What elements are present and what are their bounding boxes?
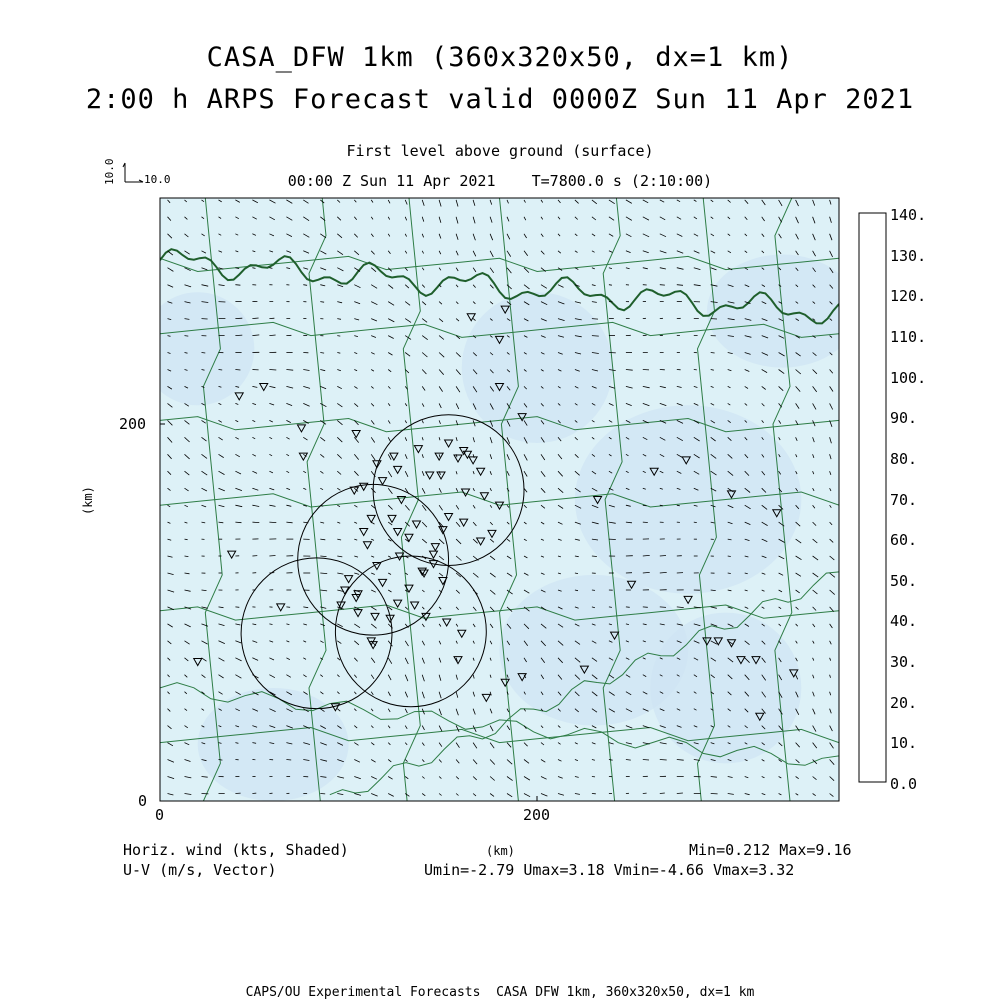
colorbar-label: 90. — [890, 409, 918, 428]
colorbar-label: 30. — [890, 653, 918, 672]
colorbar-label: 100. — [890, 368, 927, 387]
credit-line: CAPS/OU Experimental Forecasts CASA DFW 1km, 360x320x50, dx=1 km — [245, 985, 755, 1000]
vector-key-vertical-label: 10.0 — [103, 158, 116, 185]
y-axis-label: (km) — [81, 486, 95, 515]
colorbar-label: 10. — [890, 734, 918, 753]
colorbar-label: 110. — [890, 327, 927, 346]
x-axis-label: (km) — [486, 844, 515, 858]
colorbar-label: 120. — [890, 287, 927, 306]
colorbar-frame — [859, 213, 886, 782]
uv-stats: Umin=-2.79 Umax=3.18 Vmin=-4.66 Vmax=3.32 — [424, 861, 795, 879]
colorbar-label: 140. — [890, 206, 927, 224]
vector-key-horizontal-label: 10.0 — [144, 173, 171, 186]
colorbar-label: 70. — [890, 490, 918, 509]
y-tick-0: 0 — [138, 792, 148, 810]
colorbar-label: 60. — [890, 531, 918, 550]
colorbar-label: 130. — [890, 246, 927, 265]
shaded-field-label: Horiz. wind (kts, Shaded) — [123, 841, 349, 859]
colorbar-label: 0.0 — [890, 775, 918, 793]
colorbar-label: 80. — [890, 449, 918, 468]
colorbar-label: 20. — [890, 693, 918, 712]
x-tick-0: 0 — [155, 806, 165, 824]
forecast-valid-title: 2:00 h ARPS Forecast valid 0000Z Sun 11 Apr 2021 — [85, 84, 915, 115]
y-tick-200: 200 — [119, 415, 147, 433]
x-tick-200: 200 — [523, 806, 551, 824]
level-subtitle: First level above ground (surface) — [346, 142, 654, 160]
vector-field-label: U-V (m/s, Vector) — [123, 861, 277, 879]
time-subtitle: 00:00 Z Sun 11 Apr 2021 T=7800.0 s (2:10:00) — [287, 172, 713, 190]
min-max-stats: Min=0.212 Max=9.16 — [689, 841, 852, 859]
plot-title: CASA_DFW 1km (360x320x50, dx=1 km) — [206, 42, 794, 73]
colorbar-label: 50. — [890, 571, 918, 590]
colorbar-label: 40. — [890, 612, 918, 631]
